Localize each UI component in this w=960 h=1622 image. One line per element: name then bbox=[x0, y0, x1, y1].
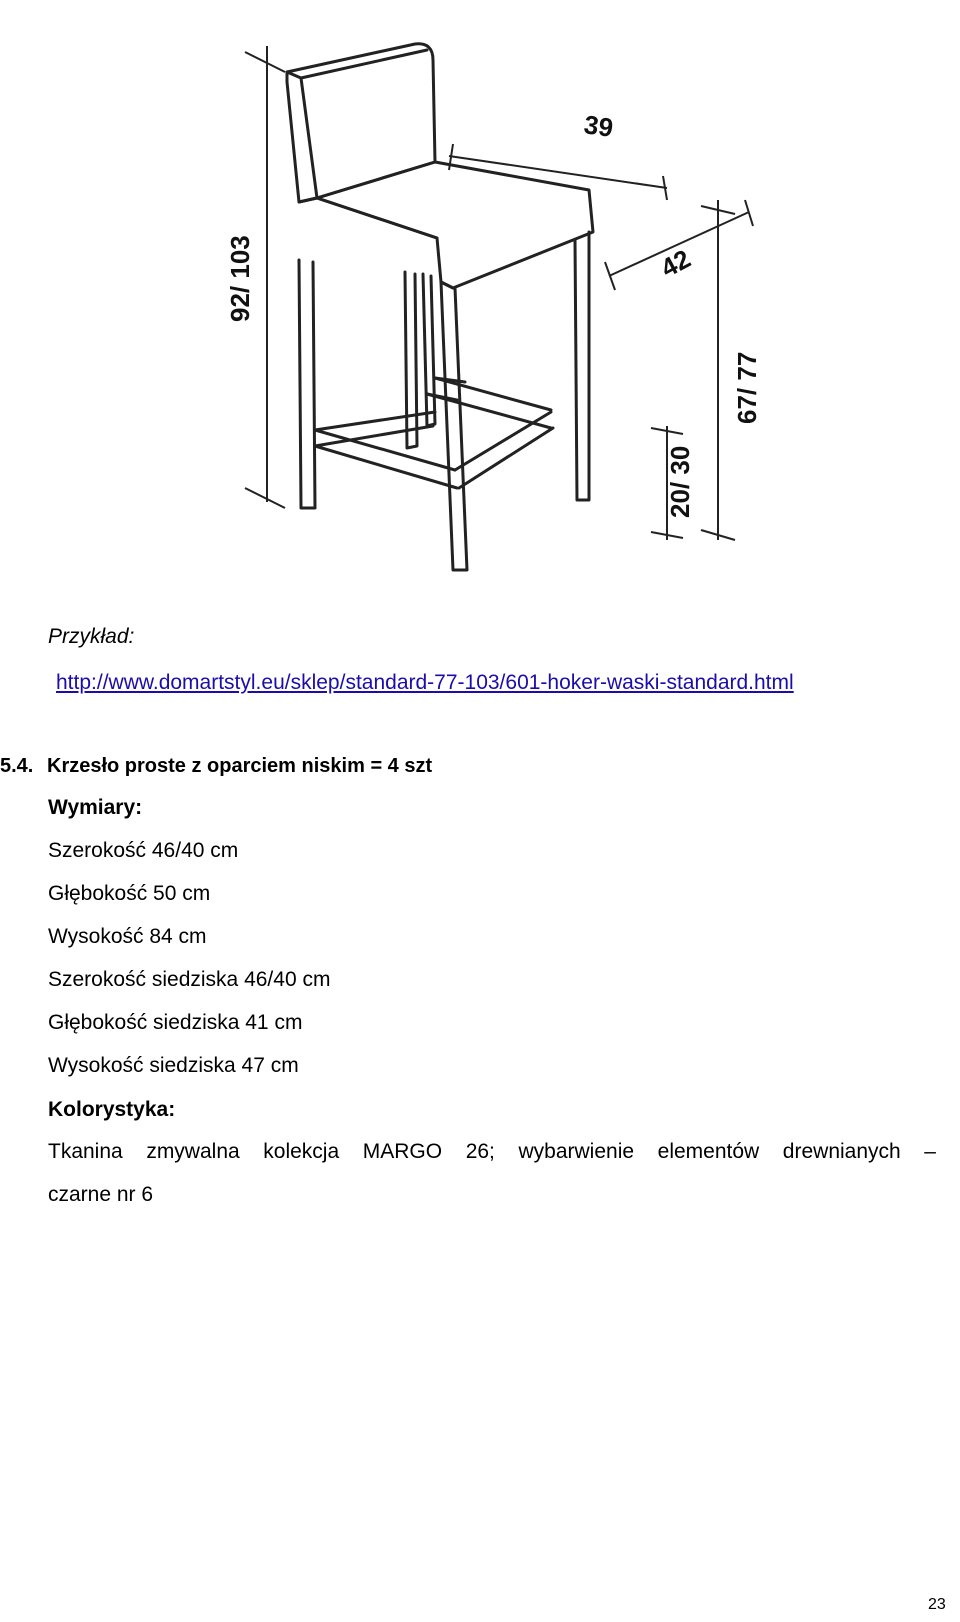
dim-label-footrest-height: 20/ 30 bbox=[665, 445, 695, 518]
colors-word: kolekcja bbox=[263, 1140, 340, 1163]
section-number: 5.4. bbox=[0, 755, 34, 777]
dimensions-list bbox=[48, 838, 330, 1096]
example-label: Przykład: bbox=[48, 625, 135, 648]
colors-heading: Kolorystyka: bbox=[48, 1098, 176, 1121]
spec-height: Wysokość 84 cm bbox=[48, 925, 207, 948]
spec-depth: Głębokość 50 cm bbox=[48, 882, 211, 905]
page-number: 23 bbox=[928, 1596, 946, 1613]
colors-word: Tkanina bbox=[48, 1140, 123, 1163]
dim-label-depth: 42 bbox=[655, 243, 696, 284]
bar-stool-dimension-drawing bbox=[205, 0, 790, 608]
example-link[interactable]: http://www.domartstyl.eu/sklep/standard-77-103/601-hoker-waski-standard.html bbox=[56, 671, 794, 694]
colors-word: zmywalna bbox=[146, 1140, 240, 1163]
section-title: Krzesło proste z oparciem niskim = 4 szt bbox=[47, 755, 433, 777]
colors-word: MARGO bbox=[362, 1140, 443, 1163]
spec-seat-height: Wysokość siedziska 47 cm bbox=[48, 1054, 299, 1077]
colors-description-continued: czarne nr 6 bbox=[48, 1183, 154, 1206]
dimensions-heading: Wymiary: bbox=[48, 796, 143, 819]
dim-label-width: 39 bbox=[582, 109, 615, 143]
colors-word: elementów bbox=[657, 1140, 760, 1163]
colors-word: drewnianych bbox=[782, 1140, 901, 1163]
dim-label-seat-height: 67/ 77 bbox=[732, 351, 762, 424]
spec-width: Szerokość 46/40 cm bbox=[48, 839, 239, 862]
colors-word: 26; bbox=[465, 1140, 495, 1163]
dim-label-total-height: 92/ 103 bbox=[225, 235, 255, 322]
spec-seat-depth: Głębokość siedziska 41 cm bbox=[48, 1011, 303, 1034]
colors-word: – bbox=[924, 1140, 936, 1163]
section-heading bbox=[0, 753, 432, 779]
colors-description bbox=[48, 1139, 936, 1165]
spec-seat-width: Szerokość siedziska 46/40 cm bbox=[48, 968, 331, 991]
colors-word: wybarwienie bbox=[518, 1140, 635, 1163]
